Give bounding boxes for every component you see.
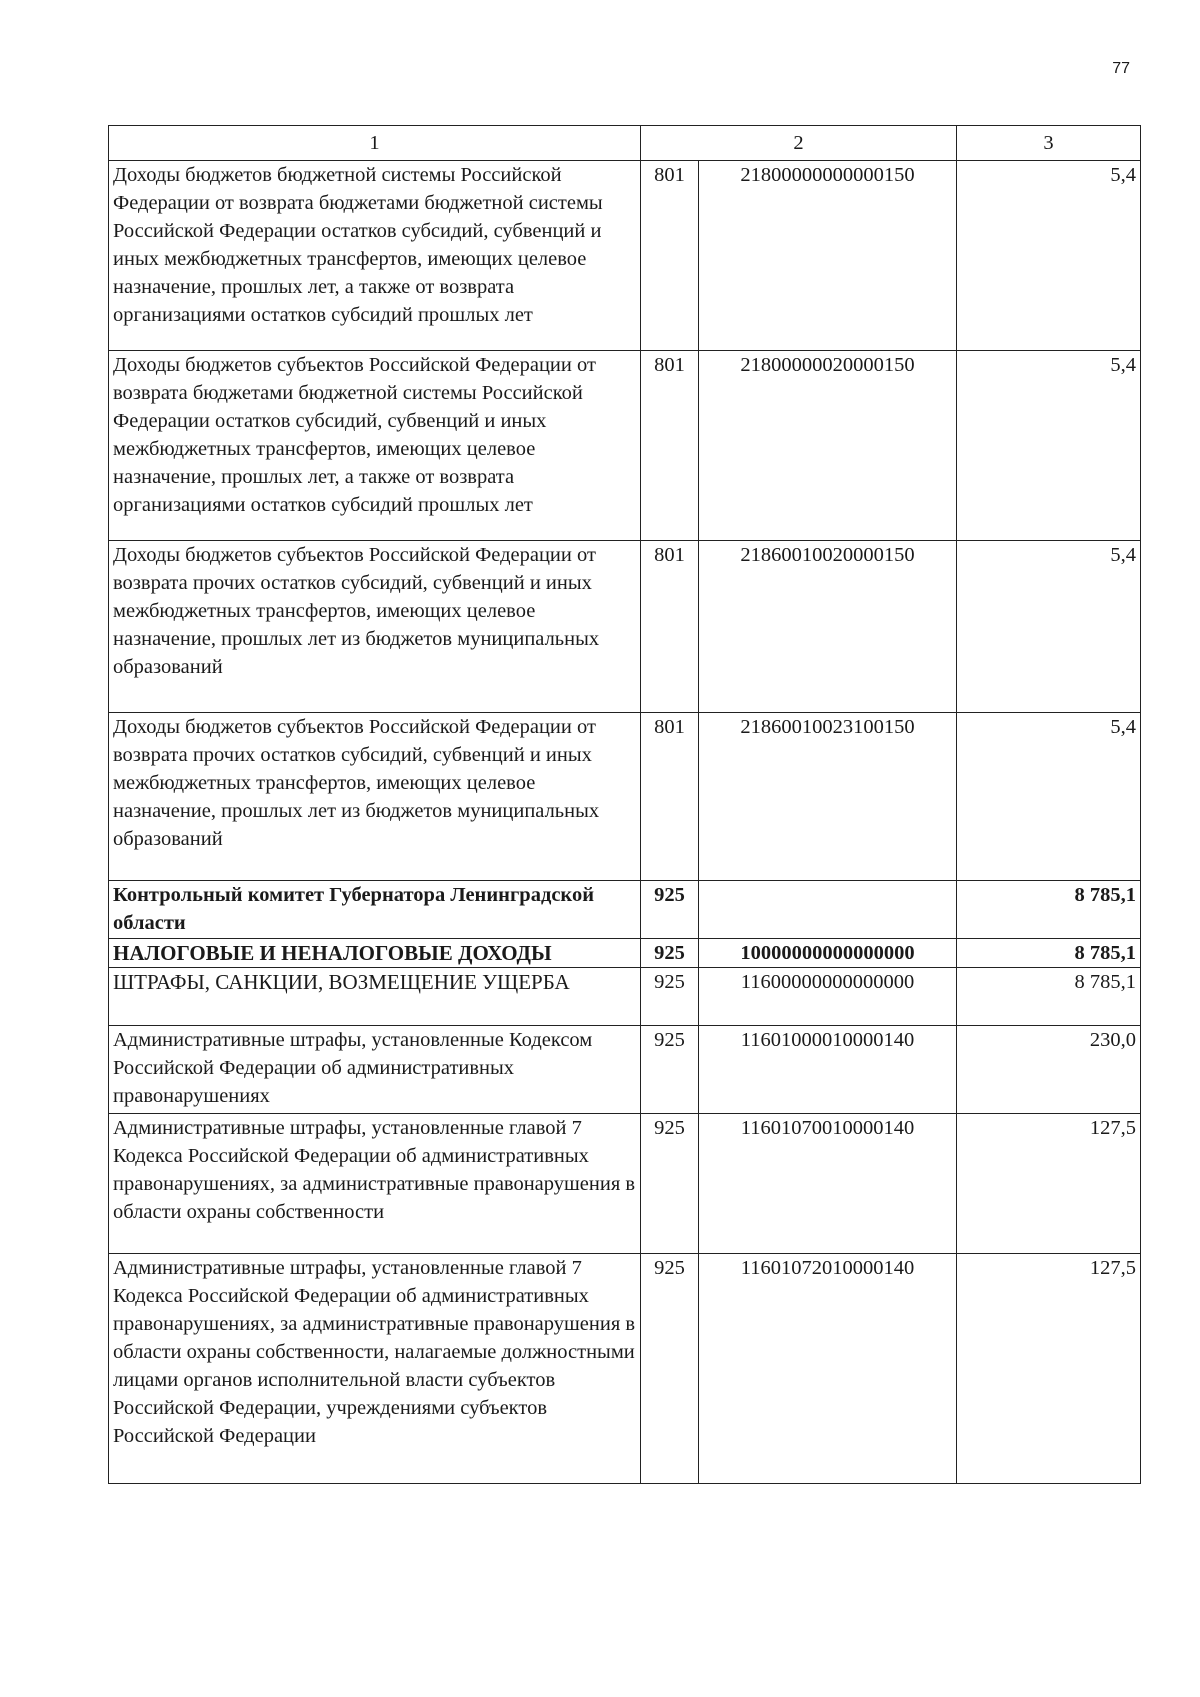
row-name: ШТРАФЫ, САНКЦИИ, ВОЗМЕЩЕНИЕ УЩЕРБА — [109, 968, 641, 1026]
row-admin-code: 801 — [641, 541, 699, 713]
row-amount: 127,5 — [957, 1254, 1141, 1484]
table-row — [109, 351, 1141, 541]
row-name: Контрольный комитет Губернатора Ленинградской области — [109, 881, 641, 939]
row-budget-code: 10000000000000000 — [699, 939, 957, 968]
row-admin-code: 925 — [641, 1254, 699, 1484]
row-budget-code: 21800000000000150 — [699, 161, 957, 351]
row-name: Административные штрафы, установленные главой 7 Кодекса Российской Федерации об административных правонарушениях, за административные правонарушения в области охраны собственности — [109, 1114, 641, 1254]
row-name: Доходы бюджетов субъектов Российской Федерации от возврата прочих остатков субсидий, субвенций и иных межбюджетных трансфертов, имеющих целевое назначение, прошлых лет из бюджетов муниципальных образований — [109, 541, 641, 713]
row-admin-code: 925 — [641, 1114, 699, 1254]
row-amount: 8 785,1 — [957, 939, 1141, 968]
row-admin-code: 925 — [641, 968, 699, 1026]
header-col-3: 3 — [957, 126, 1141, 161]
table-row — [109, 1114, 1141, 1254]
header-col-1: 1 — [109, 126, 641, 161]
row-name: НАЛОГОВЫЕ И НЕНАЛОГОВЫЕ ДОХОДЫ — [109, 939, 641, 968]
row-admin-code: 801 — [641, 351, 699, 541]
row-amount: 5,4 — [957, 351, 1141, 541]
header-col-2: 2 — [641, 126, 957, 161]
row-amount: 5,4 — [957, 713, 1141, 881]
row-budget-code: 11601070010000140 — [699, 1114, 957, 1254]
row-admin-code: 925 — [641, 881, 699, 939]
row-amount: 230,0 — [957, 1026, 1141, 1114]
row-admin-code: 925 — [641, 939, 699, 968]
table-row — [109, 968, 1141, 1026]
row-budget-code: 21860010020000150 — [699, 541, 957, 713]
table-row — [109, 1254, 1141, 1484]
row-amount: 8 785,1 — [957, 968, 1141, 1026]
row-amount: 8 785,1 — [957, 881, 1141, 939]
row-budget-code: 11600000000000000 — [699, 968, 957, 1026]
row-name: Доходы бюджетов бюджетной системы Российской Федерации от возврата бюджетами бюджетной системы Российской Федерации остатков субсидий, субвенций и иных межбюджетных трансфертов, имеющих целевое назначение, прошлых лет, а также от возврата организациями остатков субсидий прошлых лет — [109, 161, 641, 351]
row-name: Административные штрафы, установленные Кодексом Российской Федерации об административных правонарушениях — [109, 1026, 641, 1114]
row-amount: 127,5 — [957, 1114, 1141, 1254]
row-name: Доходы бюджетов субъектов Российской Федерации от возврата прочих остатков субсидий, субвенций и иных межбюджетных трансфертов, имеющих целевое назначение, прошлых лет из бюджетов муниципальных образований — [109, 713, 641, 881]
row-budget-code — [699, 881, 957, 939]
row-admin-code: 801 — [641, 161, 699, 351]
row-name: Доходы бюджетов субъектов Российской Федерации от возврата бюджетами бюджетной системы Российской Федерации остатков субсидий, субвенций и иных межбюджетных трансфертов, имеющих целевое назначение, прошлых лет, а также от возврата организациями остатков субсидий прошлых лет — [109, 351, 641, 541]
table-row — [109, 161, 1141, 351]
row-admin-code: 925 — [641, 1026, 699, 1114]
row-budget-code: 21860010023100150 — [699, 713, 957, 881]
row-budget-code: 21800000020000150 — [699, 351, 957, 541]
table-row — [109, 713, 1141, 881]
row-amount: 5,4 — [957, 161, 1141, 351]
table-row — [109, 1026, 1141, 1114]
row-name: Административные штрафы, установленные главой 7 Кодекса Российской Федерации об административных правонарушениях, за административные правонарушения в области охраны собственности, налагаемые должностными лицами органов исполнительной власти субъектов Российской Федерации, учреждениями субъектов Российской Федерации — [109, 1254, 641, 1484]
row-amount: 5,4 — [957, 541, 1141, 713]
row-budget-code: 11601072010000140 — [699, 1254, 957, 1484]
row-admin-code: 801 — [641, 713, 699, 881]
table-header-row — [109, 126, 1141, 161]
table-row — [109, 881, 1141, 939]
table-row — [109, 541, 1141, 713]
page-number: 77 — [1112, 60, 1130, 77]
budget-table — [108, 125, 1141, 1484]
row-budget-code: 11601000010000140 — [699, 1026, 957, 1114]
table-row — [109, 939, 1141, 968]
